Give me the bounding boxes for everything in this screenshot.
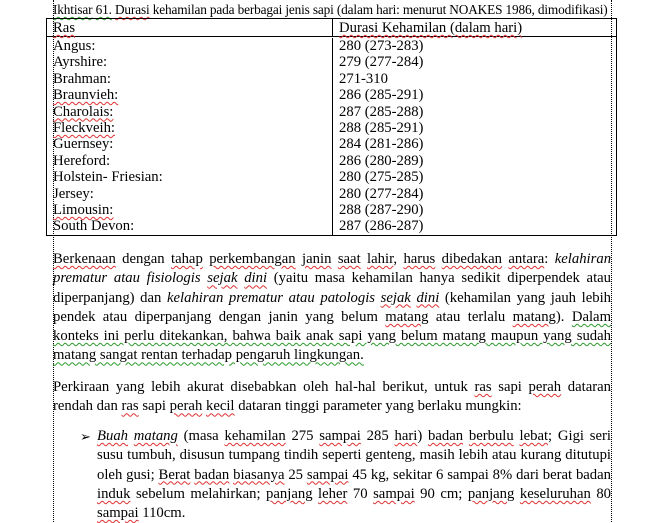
- bullet-item-mature-fetus: [80, 427, 611, 523]
- italic-term: matang: [133, 428, 178, 444]
- word: sampai: [373, 485, 415, 502]
- text: (masa: [177, 428, 225, 444]
- duration-cell: 280 (273-283): [339, 38, 424, 54]
- table-caption: [53, 3, 608, 17]
- header-duration: Durasi Kehamilan (dalam hari): [339, 20, 523, 36]
- word: keseluruhan: [519, 485, 591, 502]
- text: (yaitu masa kehamilan hanya sedikit diperpendek atau diperpanjang) dan: [53, 270, 612, 306]
- italic-term: kelahiran prematur atau fisiologis: [53, 251, 612, 287]
- header-cell-duration: [333, 19, 616, 36]
- italic-term: dini: [244, 270, 268, 287]
- caption-number: 61.: [95, 2, 112, 17]
- breed-cell: Fleckveih:: [53, 120, 115, 137]
- duration-cell: 271-310: [339, 70, 388, 87]
- breed-cell: Limousin:: [53, 202, 114, 219]
- word: biasanya: [233, 466, 285, 483]
- word: sampai: [97, 505, 139, 522]
- breed-cell: Charolais:: [53, 103, 114, 120]
- header-breed: Ras: [53, 20, 76, 36]
- breed-cell: Brahman:: [53, 70, 111, 87]
- text: ,: [393, 251, 404, 267]
- duration-cell: 284 (281-286): [339, 136, 424, 153]
- header-cell-breed: [47, 19, 333, 36]
- word: hari: [394, 428, 418, 444]
- word: antara: [508, 251, 545, 267]
- text: sapi: [138, 398, 170, 415]
- word: Berat: [158, 466, 191, 483]
- breed-cell: Ayrshire:: [53, 54, 108, 71]
- breed-cell: South Devon:: [53, 218, 135, 235]
- duration-cell: 280 (277-284): [339, 185, 424, 202]
- word: dibedakan: [441, 251, 503, 267]
- breed-cell: Angus:: [53, 38, 96, 54]
- duration-cell: 280 (275-285): [339, 169, 424, 186]
- text: 70: [347, 485, 374, 502]
- text: 90 cm;: [414, 485, 468, 502]
- word: lahir: [367, 251, 394, 267]
- word: janin: [302, 251, 332, 267]
- word: panjang: [266, 485, 313, 502]
- word: kehamilan: [224, 428, 286, 444]
- word: ras: [474, 379, 492, 395]
- text: ): [417, 428, 428, 444]
- text: ).: [555, 308, 572, 325]
- word: perah: [169, 398, 203, 415]
- text: 25: [284, 466, 307, 483]
- paragraph-estimation: [53, 378, 611, 417]
- text: dengan: [115, 251, 171, 267]
- italic-term: sejak: [207, 270, 238, 287]
- breed-column: [47, 38, 333, 235]
- word: matang: [512, 308, 556, 325]
- text: 275: [285, 428, 320, 444]
- word: berbulu: [468, 428, 514, 444]
- italic-term: kelahiran prematur atau patologis: [167, 289, 381, 306]
- word: tahap: [170, 251, 203, 267]
- caption-text: kehamilan pada berbagai jenis sapi (dalam hari: menurut NOAKES 1986, dimodifikasi): [152, 2, 608, 17]
- word: saat: [337, 251, 361, 267]
- duration-cell: 287 (285-288): [339, 103, 424, 120]
- table-header-row: [47, 19, 616, 37]
- italic-term: sejak: [380, 289, 411, 306]
- text: 45 kg, sekitar 6 sampai 8% dari berat badan: [348, 466, 612, 483]
- word: ras: [121, 398, 139, 415]
- text: (kehamilan yang jauh lebih pendek atau diperpanjang dengan janin yang belum: [53, 289, 611, 325]
- breed-cell: Holstein- Friesian:: [53, 169, 163, 186]
- word: badan: [427, 428, 464, 444]
- text: dataran tinggi parameter yang berlaku mungkin:: [234, 398, 522, 415]
- table-body: [47, 37, 616, 235]
- caption-label: Ikhtisar: [53, 2, 93, 17]
- breed-cell: Hereford:: [53, 152, 111, 169]
- breed-cell: Braunvieh:: [53, 87, 119, 104]
- word: perkembangan: [209, 251, 296, 267]
- caption-word-durasi: Durasi: [114, 2, 150, 17]
- paragraph-birth-stage: [53, 250, 611, 366]
- word: badan: [194, 466, 230, 483]
- word: sampai: [319, 428, 361, 444]
- word: Berkenaan: [53, 251, 116, 267]
- duration-cell: 288 (287-290): [339, 202, 424, 219]
- word: matang: [385, 308, 429, 325]
- duration-cell: 287 (286-287): [339, 218, 424, 235]
- text: 80: [590, 485, 612, 502]
- italic-term: dini: [416, 289, 440, 306]
- text: 285: [360, 428, 395, 444]
- text: :: [544, 251, 555, 267]
- duration-cell: 279 (277-284): [339, 54, 424, 71]
- text: 110cm.: [138, 505, 186, 522]
- breed-cell: Jersey:: [53, 185, 94, 202]
- duration-cell: 286 (285-291): [339, 87, 424, 104]
- bullet-text: [97, 427, 611, 523]
- gestation-table: [46, 18, 617, 236]
- italic-term: Buah: [97, 428, 129, 444]
- breed-cell: Guernsey:: [53, 136, 114, 153]
- arrow-bullet-icon: ➢: [80, 429, 91, 444]
- text: dataran rendah dan: [53, 379, 612, 415]
- text: sebelum melahirkan;: [130, 485, 267, 502]
- word: perah: [528, 379, 562, 395]
- word: lebat: [519, 428, 549, 444]
- word: kecil: [205, 398, 235, 415]
- text: ; Gigi seri susu tumbuh, disusun tumpang tindih seperti genteng, masih lebih atau kurang ditutupi oleh gusi;: [97, 428, 612, 483]
- grammar-flagged-sentence: Dalam konteks ini perlu ditekankan, bahwa baik anak sapi yang belum matang maupun yang sudah matang sangat rentan terhadap pengaruh lingkungan.: [53, 308, 611, 364]
- duration-cell: 288 (285-291): [339, 120, 424, 137]
- text: Perkiraan yang lebih akurat disebabkan oleh hal-hal berikut, untuk: [53, 379, 475, 395]
- duration-cell: 286 (280-289): [339, 152, 424, 169]
- word: induk: [97, 485, 131, 502]
- word: leher: [318, 485, 348, 502]
- word: panjang: [467, 485, 515, 502]
- word: harus: [403, 251, 436, 267]
- duration-column: [333, 38, 616, 235]
- word: sampai: [306, 466, 349, 483]
- text: atau terlalu: [428, 308, 513, 325]
- text: sapi: [491, 379, 529, 395]
